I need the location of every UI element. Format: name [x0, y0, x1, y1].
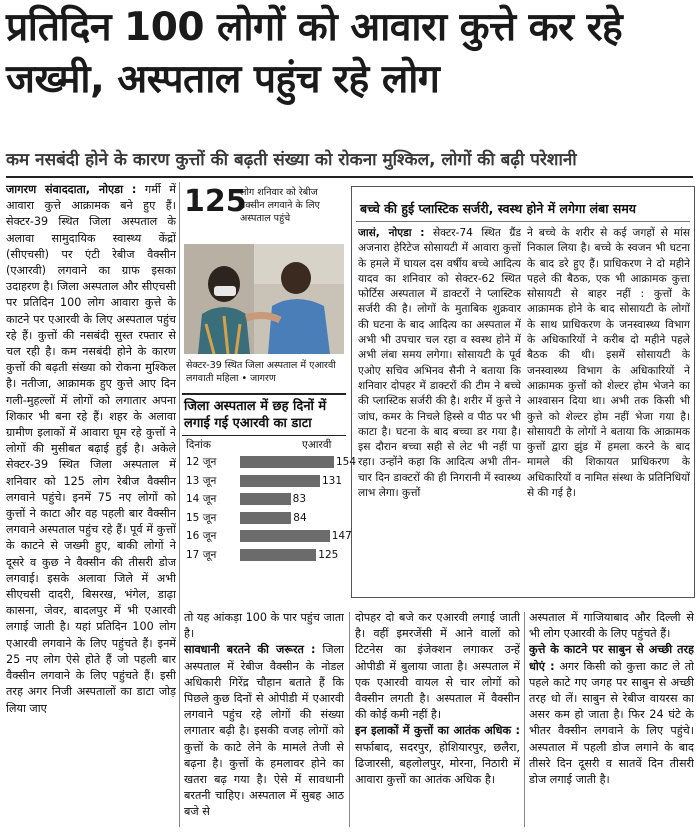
box-column-right — [527, 226, 690, 586]
chart-title-rule — [182, 435, 346, 436]
column-1-text: गर्मी में आवारा कुत्ते आक्रामक बने हुए हैं। सेक्टर-39 स्थित जिला अस्पताल के अलावा सामुदायिक स्वास्थ्य केंद्रों (सीएचसी) पर एंटी रेबीज वैक्सीन (एआरवी) लगवाने का ग्राफ इसका उदाहरण है। जिला अस्पताल और सीएचसी पर प्रतिदिन 100 लोग आवारा कुत्ते के काटने पर एआरवी के लिए अस्पताल पहुंच रहे हैं। कुत्तों की नसबंदी सुस्त रफ्तार से चल रही है। कम नसबंदी होने के कारण कुत्तों की बढ़ती संख्या को रोकना मुश्किल है। नतीजा, आक्रामक हुए कुत्ते आए दिन गली-मुहल्लों में लोगों को लगातार अपना शिकार भी बना रहे हैं। शहर के अलावा ग्रामीण इलाकों में आवारा घूम रहे कुत्तों ने लोगों की मुसीबत बढ़ाई हुई है। अकेले सेक्टर-39 स्थित जिला अस्पताल में शनिवार को 125 लोग रेबीज वैक्सीन लगवाने पहुंचे। इनमें 75 नए लोगों को कुत्तों ने काटा और वह पहली बार वैक्सीन लगवाने अस्पताल पहुंच रहे हैं। पूर्व में कुत्तों के काटने से जख्मी हुए, बाकी लोगों ने दूसरे व कुछ ने वैक्सीन की तीसरी डोज लगवाई। इसके अलावा जिले में अभी सीएचसी दादरी, बिसरख, भंगेल, डाढ़ा कासना, जेवर, बादलपुर में भी एआरवी लगाई जाती है। यहां प्रतिदिन 100 लोग एआरवी लगवाने के लिए पहुंचते हैं। इनमें 25 नए लोग ऐसे होते हैं जो पहली बार वैक्सीन लगवाने के लिए पहुंचते हैं। इसी तरह अगर निजी अस्पतालों का डाटा जोड़ लिया जाए — [6, 183, 176, 715]
column-4-text-1: अस्पताल में गाजियाबाद और दिल्ली से भी लोग एआरवी के लिए पहुंचते हैं। — [529, 611, 694, 641]
subheading-wash: कुत्ते के काटने पर साबुन से अच्छी तरह धोएं : — [529, 643, 694, 673]
chart-row — [186, 455, 357, 469]
byline: जागरण संवाददाता, नोएडा : — [6, 183, 137, 196]
column-4-bottom — [529, 610, 694, 828]
chart-value-label: 154 — [336, 456, 357, 468]
stat-text: लोग शनिवार को रेबीज वैक्सीन लगवाने के लिए अस्पताल पहुंचे — [240, 187, 320, 224]
box-left-text: सेक्टर-74 स्थित ग्रैंड अजनारा हेरिटेज सोसायटी में आवारा कुत्तों के हमले में घायल दस वर्षीय बच्चे आदित्य यादव का शनिवार को सेक्टर-62 स्थित फोर्टिस अस्पताल में डाक्टरों ने प्लास्टिक सर्जरी की है। लोगों के मुताबिक शुक्रवार की घटना के बाद आदित्य का अस्पताल में अभी भी उपचार चल रहा व स्वस्थ होने में अभी लंबा समय लगेगा। सोसायटी के पूर्व एओए सचिव अभिनव सैनी ने बताया कि शनिवार दोपहर में डाक्टरों की टीम ने बच्चे की प्लास्टिक सर्जरी की है। शरीर में कुत्ते ने जांघ, कमर के निचले हिस्से व पीठ पर भी काटा है। घटना के बाद बच्चा डर गया है। इस दौरान बच्चा सही से लेट भी नहीं पा रहा। उन्होंने कहा कि आदित्य अभी तीन-चार दिन डाक्टरों की ही निगरानी में स्वास्थ्य लाभ लेगा। कुत्तों — [358, 227, 521, 500]
chart-category-label: 17 जून — [186, 548, 217, 561]
box-title: बच्चे की हुई प्लास्टिक सर्जरी, स्वस्थ होने में लगेगा लंबा समय — [360, 201, 637, 216]
chart-bar — [240, 549, 316, 561]
chart-value-label: 147 — [331, 530, 352, 542]
headline-rule — [6, 176, 693, 178]
chart-value-label: 83 — [292, 493, 307, 505]
chart-row — [186, 529, 352, 543]
column-3-text-2: सर्फाबाद, सदरपुर, होशियारपुर, छलैरा, ढिजारसी, बहलोलपुर, मोरना, निठारी में आवारा कुत्तों का आतंक अधिक है। — [355, 740, 520, 787]
subheading-areas: इन इलाकों में कुत्तों का आतंक अधिक : — [355, 724, 520, 738]
chart-category-label: 16 जून — [186, 530, 217, 542]
subheading-caution: सावधानी बरतने की जरूरत : — [184, 643, 316, 657]
chart-ylabel: एआरवी — [302, 439, 332, 451]
stat-number: 125 — [184, 184, 247, 219]
chart-bar — [240, 512, 291, 524]
chart-category-label: 13 जून — [186, 474, 217, 487]
headline: प्रतिदिन 100 लोगों को आवारा कुत्ते कर रहे जख्मी, अस्पताल पहुंच रहे लोग — [6, 5, 623, 102]
column-1 — [6, 182, 176, 830]
column-2-text-1: तो यह आंकड़ा 100 के पार पहुंच जाता है। — [184, 611, 344, 641]
photo-caption: सेक्टर-39 स्थित जिला अस्पताल में एआरवी लगवाती महिला • जागरण — [186, 360, 336, 384]
chart-row — [186, 548, 344, 562]
chart-bar — [240, 493, 291, 505]
chart-row — [186, 474, 344, 488]
chart-row — [186, 492, 344, 506]
news-photo — [184, 244, 344, 354]
chart-rule — [182, 393, 346, 395]
chart-value-label: 131 — [321, 474, 342, 487]
chart-category-label: 14 जून — [186, 493, 217, 505]
column-2-text-2: जिला अस्पताल में रेबीज वैक्सीन के नोडल अधिकारी गिरेंद्र चौहान बताते हैं कि पिछले कुछ दिनों से ओपीडी में एआरवी लगवाने पहुंच रहे लोगों की संख्या लगातार बढ़ी है। इसकी वजह लोगों को कुत्तों के काटे लेने के मामले तेजी से बढ़ना है। कुत्तों के हमलावर होने का खतरा बढ़ गया है। ऐसे में सावधानी बरतनी चाहिए। अस्पताल में सुबह आठ बजे से — [184, 643, 344, 819]
chart-category-label: 15 जून — [186, 511, 217, 524]
column-3-text-1: दोपहर दो बजे कर एआरवी लगाई जाती है। वहीं इमरजेंसी में आने वालों को टिटनेस का इंजेक्शन लगाकर उन्हें ओपीडी में बुलाया जाता है। अस्पताल में एक एआरवी वायल से चार लोगों को वैक्सीन लगती है। अस्पताल में वैक्सीन की कोई कमी नहीं है। — [355, 611, 520, 722]
chart-bar — [240, 530, 330, 542]
box-right-text: ने बच्चे के शरीर से कई जगहों से मांस निकाल लिया है। बच्चे के स्वजन भी घटना के बाद डरे हुए हैं। प्राधिकरण ने दो महीने पहले की बैठक, एक भी आक्रामक कुत्ता सोसायटी से बाहर नहीं : कुत्तों के आक्रामक होने के बाद सोसायटी के लोगों के साथ प्राधिकरण के जनस्वास्थ्य विभाग के अधिकारियों ने करीब दो महीने पहले बैठक की थी। इसमें सोसायटी के जनस्वास्थ्य विभाग के अधिकारियों ने आक्रामक कुत्तों को शेल्टर होम भेजने का आश्वासन दिया था। अभी तक किसी भी कुत्ते को शेल्टर होम नहीं भेजा गया है। सोसायटी के लोगों ने बताया कि आक्रामक कुत्तों द्वारा झुंड में हमला करने के बाद मामले की शिकायत प्राधिकरण के अधिकारियों व नामित संस्था के प्रतिनिधियों से की गई है। — [527, 227, 690, 500]
chart-value-label: 125 — [318, 548, 339, 561]
chart-value-label: 84 — [293, 511, 307, 524]
chart-bar — [240, 475, 320, 487]
column-4-text-2: अगर किसी को कुत्ता काट ले तो पहले काटे गए जगह पर साबुन से अच्छी तरह धो लें। साबुन से रेबीज वायरस का असर कम हो जाता है। फिर 24 घंटे के भीतर वैक्सीन लगवाने के लिए पहुंचे। अस्पताल में पहली डोज लगाने के बाद तीसरे दिन दूसरी व सातवें दिन तीसरी डोज लगाई जाती है। — [529, 659, 694, 787]
column-divider — [524, 612, 525, 827]
chart-bar — [240, 456, 334, 468]
column-divider — [349, 612, 350, 827]
column-3-bottom — [355, 610, 520, 828]
box-title-rule — [356, 221, 690, 222]
box-byline: जासं, नोएडा : — [358, 227, 425, 239]
column-divider — [179, 182, 180, 827]
chart-category-label: 12 जून — [186, 456, 217, 468]
chart-row — [186, 511, 344, 525]
chart-xlabel: दिनांक — [186, 439, 211, 451]
column-2-bottom — [184, 610, 344, 828]
box-column-left — [358, 226, 521, 586]
chart-title: जिला अस्पताल में छह दिनों में लगाई गई एआरवी का डाटा — [184, 399, 327, 431]
subheadline: कम नसबंदी होने के कारण कुत्तों की बढ़ती संख्या को रोकना मुश्किल, लोगों की बढ़ी परेशानी — [6, 150, 577, 170]
